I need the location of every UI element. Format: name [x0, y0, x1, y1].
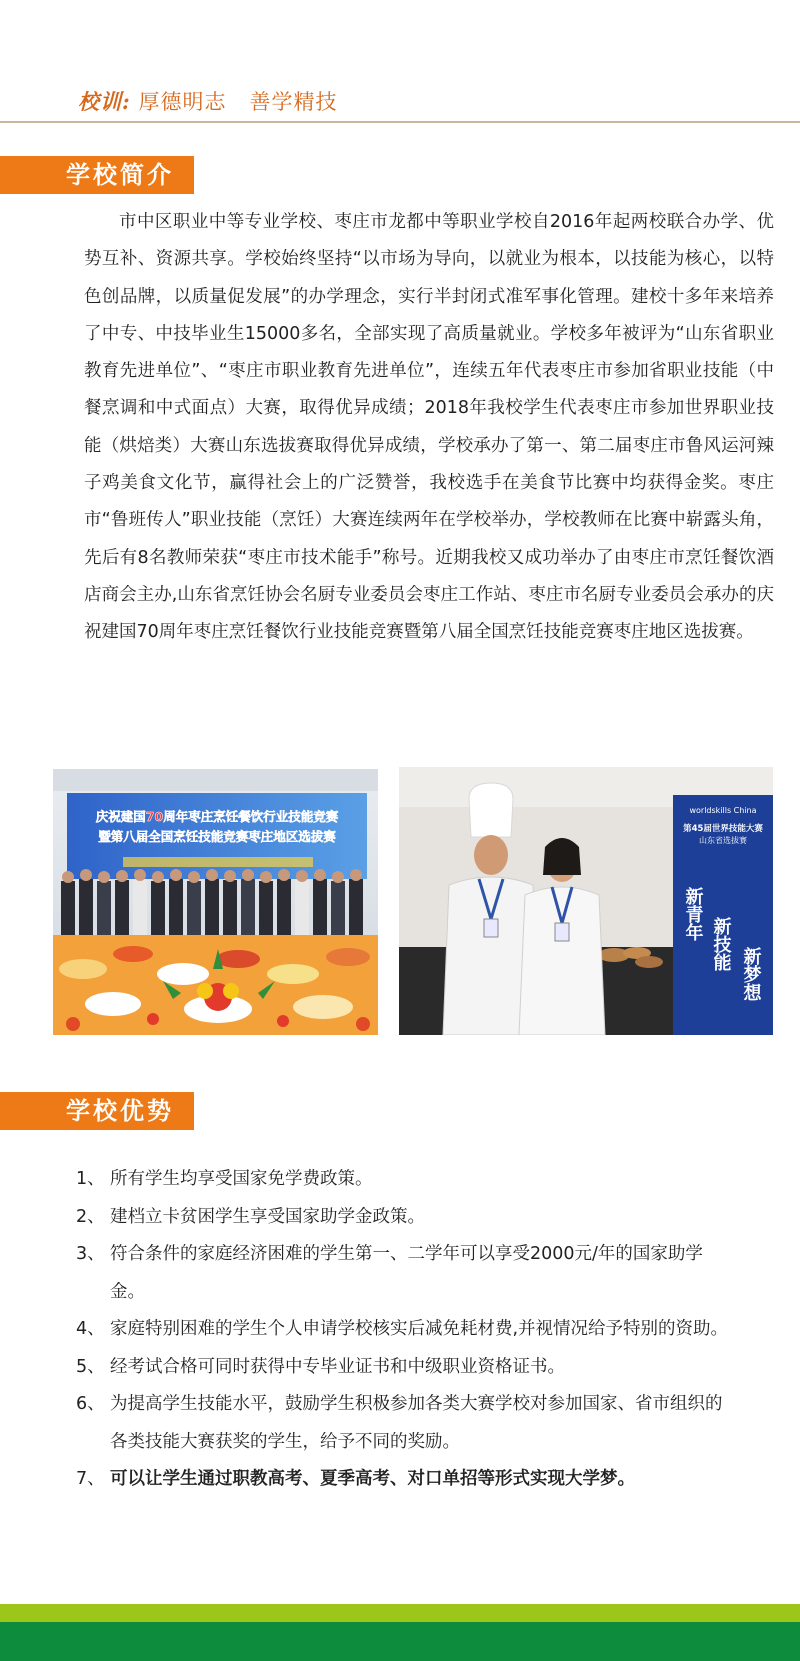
advantages-heading: 学校优势 — [0, 1092, 194, 1130]
slogan-3: 新梦想 — [740, 947, 762, 1001]
list-item: 3、 符合条件的家庭经济困难的学生第一、二学年可以享受2000元/年的国家助学金。 — [76, 1244, 703, 1302]
banner-line1: 庆祝建国70周年枣庄烹饪餐饮行业技能竞赛 — [95, 809, 339, 824]
footer-green-band — [0, 1622, 800, 1661]
school-motto — [78, 86, 337, 116]
footer-lime-band — [0, 1604, 800, 1622]
list-item: 1、 所有学生均享受国家免学费政策。 — [76, 1169, 373, 1189]
motto-text: 厚德明志 善学精技 — [138, 90, 338, 114]
list-item: 2、 建档立卡贫困学生享受国家助学金政策。 — [76, 1206, 425, 1227]
banner-title2: 山东省选拔赛 — [699, 836, 747, 845]
list-item: 6、 为提高学生技能水平，鼓励学生积极参加各类大赛学校对参加国家、省市组织的各类技能大赛获奖的学生，给予不同的奖励。 — [76, 1394, 723, 1452]
brand-text: worldskills China — [689, 806, 757, 815]
list-item: 7、 可以让学生通过职教高考、夏季高考、对口单招等形式实现大学梦。 — [76, 1469, 635, 1489]
banner-line2: 暨第八届全国烹饪技能竞赛枣庄地区选拔赛 — [98, 829, 336, 844]
banner-title1: 第45届世界技能大赛 — [683, 824, 763, 834]
slogan-2: 新技能 — [710, 917, 732, 971]
banquet-group-photo — [53, 769, 378, 1035]
intro-heading: 学校简介 — [0, 156, 194, 194]
intro-paragraph: 市中区职业中等专业学校、枣庄市龙都中等职业学校自2016年起两校联合办学、优势互补、资源共享。学校始终坚持“以市场为导向，以就业为根本，以技能为核心，以特色创品牌，以质量促发展”的办学理念，实行半封闭式准军事化管理。建校十多年来培养了中专、中技毕业生15000多名，全部实现了高质量就业。学校多年被评为“山东省职业教育先进单位”、“枣庄市职业教育先进单位”，连续五年代表枣庄市参加省职业技能（中餐烹调和中式面点）大赛，取得优异成绩；2018年我校学生代表枣庄市参加世界职业技能（烘焙类）大赛山东选拔赛取得优异成绩，学校承办了第一、第二届枣庄市鲁风运河辣子鸡美食文化节，赢得社会上的广泛赞誉，我校选手在美食节比赛中均获得金奖。枣庄市“鲁班传人”职业技能（烹饪）大赛连续两年在学校举办，学校教师在比赛中崭露头角，先后有8名教师荣获“枣庄市技术能手”称号。近期我校又成功举办了由枣庄市烹饪餐饮酒店商会主办,山东省烹饪协会名厨专业委员会枣庄工作站、枣庄市名厨专业委员会承办的庆祝建国70周年枣庄烹饪餐饮行业技能竞赛暨第八届全国烹饪技能竞赛枣庄地区选拔赛。 — [84, 212, 774, 643]
slogan-1: 新青年 — [682, 887, 704, 941]
list-item: 5、 经考试合格可同时获得中专毕业证书和中级职业资格证书。 — [76, 1356, 565, 1377]
advantages-list — [76, 1161, 776, 1499]
motto-divider — [0, 121, 800, 123]
motto-label: 校训: — [78, 89, 131, 114]
list-item: 4、 家庭特别困难的学生个人申请学校核实后减免耗材费,并视情况给予特别的资助。 — [76, 1319, 729, 1339]
chefs-worldskills-photo — [399, 767, 773, 1035]
